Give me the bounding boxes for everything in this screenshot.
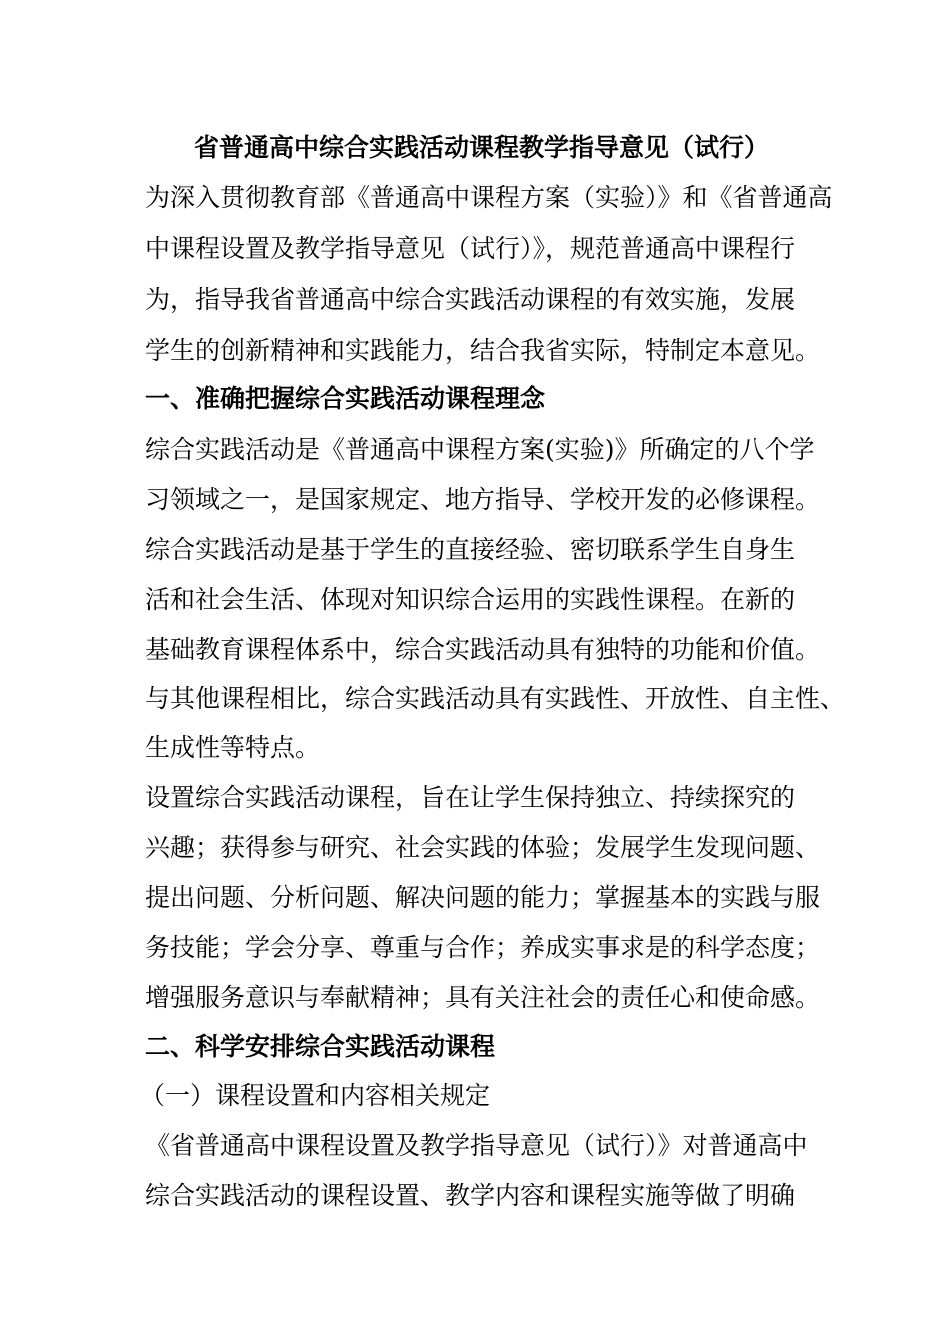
section-heading: 二、科学安排综合实践活动课程 <box>145 1032 496 1061</box>
paragraph-line: 与其他课程相比，综合实践活动具有实践性、开放性、自主性、 <box>145 684 846 713</box>
paragraph-line: 务技能；学会分享、尊重与合作；养成实事求是的科学态度； <box>145 933 821 962</box>
intro-line: 学生的创新精神和实践能力，结合我省实际，特制定本意见。 <box>145 336 821 365</box>
paragraph-line: 生成性等特点。 <box>145 733 321 762</box>
intro-line: 为，指导我省普通高中综合实践活动课程的有效实施，发展 <box>145 285 796 314</box>
intro-line: 中课程设置及教学指导意见（试行）》，规范普通高中课程行 <box>145 234 796 263</box>
paragraph-line: 习领域之一，是国家规定、地方指导、学校开发的必修课程。 <box>145 485 821 514</box>
paragraph-line: 增强服务意识与奉献精神；具有关注社会的责任心和使命感。 <box>145 983 821 1012</box>
paragraph-line: 综合实践活动的课程设置、教学内容和课程实施等做了明确 <box>145 1181 796 1210</box>
paragraph-line: 提出问题、分析问题、解决问题的能力；掌握基本的实践与服 <box>145 883 821 912</box>
paragraph-line: 综合实践活动是《普通高中课程方案(实验)》所确定的八个学 <box>145 435 815 464</box>
section-heading: 一、准确把握综合实践活动课程理念 <box>145 384 546 413</box>
paragraph-line: 兴趣；获得参与研究、社会实践的体验；发展学生发现问题、 <box>145 833 821 862</box>
paragraph-line: 综合实践活动是基于学生的直接经验、密切联系学生自身生 <box>145 535 796 564</box>
paragraph-line: 基础教育课程体系中，综合实践活动具有独特的功能和价值。 <box>145 635 821 664</box>
subsection-heading: （一）课程设置和内容相关规定 <box>140 1081 491 1110</box>
intro-line: 为深入贯彻教育部《普通高中课程方案（实验）》和《省普通高 <box>145 183 833 212</box>
paragraph-line: 设置综合实践活动课程，旨在让学生保持独立、持续探究的 <box>145 783 796 812</box>
paragraph-line: 活和社会生活、体现对知识综合运用的实践性课程。在新的 <box>145 585 796 614</box>
paragraph-line: 《省普通高中课程设置及教学指导意见（试行）》对普通高中 <box>145 1131 808 1160</box>
document-title: 省普通高中综合实践活动课程教学指导意见（试行） <box>194 133 770 162</box>
